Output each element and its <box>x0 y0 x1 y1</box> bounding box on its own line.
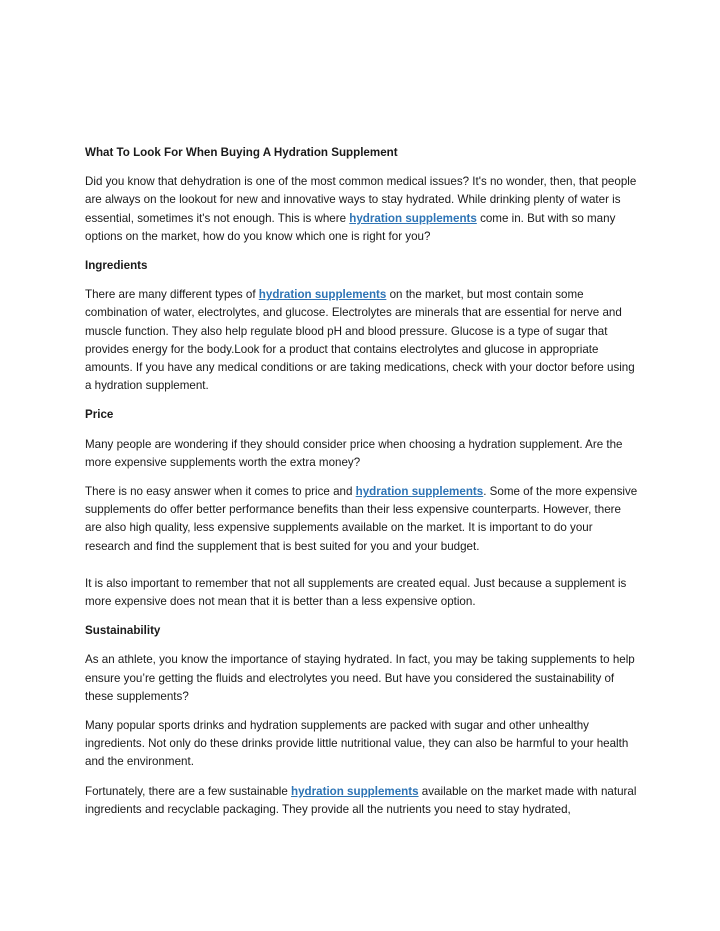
ingredients-paragraph <box>85 286 640 395</box>
hydration-supplements-link[interactable]: hydration supplements <box>349 211 477 225</box>
price-paragraph-3: It is also important to remember that not all supplements are created equal. Just because a supplement is more expensive does not mean that it is better than a less expensive option. <box>85 576 627 609</box>
hydration-supplements-link[interactable]: hydration supplements <box>355 485 484 499</box>
intro-paragraph <box>85 173 640 246</box>
intro-text-before: Did you know that dehydration is one of the most common medical issues? It's no wonder, then, that people are always on the lookout for new and innovative ways to stay hydrated. While drinking plenty of water is essential, sometimes it's not enough. This is where <box>85 175 637 225</box>
price-text-before: There is no easy answer when it comes to price and <box>85 485 356 499</box>
price-paragraph-2 <box>85 483 640 556</box>
ingredients-text-after: on the market, but most contain some combination of water, electrolytes, and glucose. Electrolytes are minerals that are essential for nerve and muscle function. They also help regulate blood pH and blood pressure. Glucose is a type of sugar that provides energy for the body.Look for a product that contains electrolytes and glucose in appropriate amounts. If you have any medical conditions or are taking medications, check with your doctor before using a hydration supplement. <box>85 288 635 393</box>
ingredients-heading: Ingredients <box>85 259 148 273</box>
ingredients-text-before: There are many different types of <box>85 288 259 302</box>
hydration-supplements-link[interactable]: hydration supplements <box>258 288 387 302</box>
sustainability-paragraph-2: Many popular sports drinks and hydration supplements are packed with sugar and other unhealthy ingredients. Not only do these drinks provide little nutritional value, they can also be harmful to your health and the environment. <box>85 719 629 769</box>
price-heading: Price <box>85 408 114 422</box>
sustainability-text-after: available on the market made with natural ingredients and recyclable packaging. They provide all the nutrients you need to stay hydrated, <box>85 784 637 816</box>
sustainability-paragraph-3 <box>85 783 640 819</box>
intro-text-after: come in. But with so many options on the market, how do you know which one is right for you? <box>85 211 616 243</box>
price-paragraph-1: Many people are wondering if they should consider price when choosing a hydration supplement. Are the more expensive supplements worth the extra money? <box>85 437 623 469</box>
sustainability-paragraph-1: As an athlete, you know the importance of staying hydrated. In fact, you may be taking supplements to help ensure you’re getting the fluids and electrolytes you need. But have you considered the sustainability of these supplements? <box>85 653 635 703</box>
price-text-after: . Some of the more expensive supplements do offer better performance benefits than their less expensive counterparts. However, there are also high quality, less expensive supplements available on the market. It is important to do your research and find the supplement that is best suited for you and your budget. <box>85 485 638 553</box>
sustainability-heading: Sustainability <box>85 624 161 638</box>
sustainability-text-before: Fortunately, there are a few sustainable <box>85 784 292 798</box>
document-title: What To Look For When Buying A Hydration Supplement <box>85 146 398 159</box>
hydration-supplements-link[interactable]: hydration supplements <box>291 784 419 798</box>
document-page <box>85 144 640 830</box>
